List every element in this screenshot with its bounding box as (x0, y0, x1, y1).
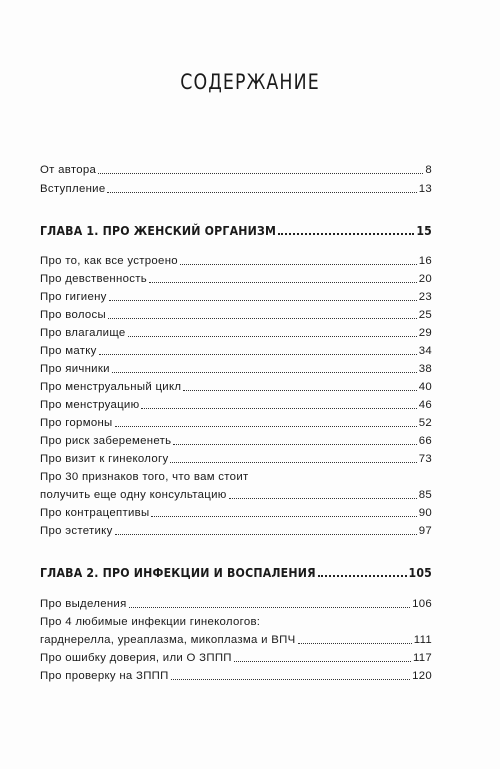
toc-entry-page: 40 (418, 381, 432, 393)
chapter-heading-1[interactable] (40, 223, 432, 239)
toc-entry-label: Про выделения (40, 598, 127, 610)
toc-entry-label: Про ошибку доверия, или О ЗППП (40, 652, 232, 664)
dot-leader (128, 335, 417, 337)
toc-entry-page: 38 (418, 363, 432, 375)
toc-entry-page: 73 (418, 453, 432, 465)
toc-entry[interactable] (40, 398, 432, 412)
toc-entry-intro[interactable] (40, 182, 432, 196)
toc-entry[interactable] (40, 506, 432, 520)
dot-leader (112, 371, 417, 373)
toc-entry-page: 29 (418, 327, 432, 339)
dot-leader (115, 533, 417, 535)
toc-entry-label: Про влагалище (40, 327, 126, 339)
toc-entry-page: 90 (418, 507, 432, 519)
toc-entry-label: Про риск забеременеть (40, 435, 172, 447)
toc-entry-label: Про 30 признаков того, что вам стоит (40, 471, 249, 483)
dot-leader (151, 515, 416, 517)
toc-entry-label: гарднерелла, уреаплазма, микоплазма и ВПЧ (40, 634, 296, 646)
dot-leader (298, 642, 412, 644)
toc-entry[interactable] (40, 290, 432, 304)
chapter-heading-page: 105 (408, 566, 432, 580)
dot-leader (180, 263, 417, 265)
toc-entry[interactable] (40, 326, 432, 340)
dot-leader (278, 232, 414, 235)
dot-leader (107, 191, 416, 193)
toc-entry[interactable] (40, 452, 432, 466)
toc-entry-multiline-second[interactable] (40, 488, 432, 502)
toc-entry-label: Про волосы (40, 309, 107, 321)
dot-leader (115, 425, 417, 427)
dot-leader (318, 574, 407, 577)
toc-entry-page: 111 (413, 634, 432, 646)
toc-entry-page: 13 (418, 183, 432, 195)
dot-leader (109, 299, 417, 301)
toc-entry-label: Про то, как все устроено (40, 255, 178, 267)
toc-entry-page: 66 (418, 435, 432, 447)
dot-leader (234, 660, 411, 662)
toc-entry-label: Про менструальный цикл (40, 381, 182, 393)
toc-entry-multiline-first[interactable] (40, 615, 432, 629)
toc-entry-page: 97 (418, 525, 432, 537)
toc-entry[interactable] (40, 669, 432, 683)
toc-entry[interactable] (40, 254, 432, 268)
dot-leader (170, 461, 416, 463)
toc-entry[interactable] (40, 344, 432, 358)
toc-entry-multiline-second[interactable] (40, 633, 432, 647)
dot-leader (229, 497, 417, 499)
toc-entry-label: Про эстетику (40, 525, 113, 537)
toc-entry-label: Про визит к гинекологу (40, 453, 169, 465)
toc-entry-label: Про контрацептивы (40, 507, 150, 519)
toc-entry-page: 52 (418, 417, 432, 429)
page-title: СОДЕРЖАНИЕ (180, 70, 320, 94)
dot-leader (108, 317, 417, 319)
toc-entry-page: 20 (418, 273, 432, 285)
toc-entry-page: 46 (418, 399, 432, 411)
toc-entry[interactable] (40, 597, 432, 611)
dot-leader (99, 353, 417, 355)
toc-entry-label: Про яичники (40, 363, 110, 375)
toc-entry-label: Про гормоны (40, 417, 113, 429)
toc-entry[interactable] (40, 380, 432, 394)
toc-entry-label: Про 4 любимые инфекции гинекологов: (40, 616, 261, 628)
dot-leader (183, 389, 416, 391)
toc-entry[interactable] (40, 651, 432, 665)
dot-leader (141, 407, 416, 409)
toc-entry[interactable] (40, 362, 432, 376)
dot-leader (129, 606, 411, 608)
toc-entry-page: 25 (418, 309, 432, 321)
toc-entry-label: От автора (40, 164, 97, 176)
toc-entry-author[interactable] (40, 163, 432, 177)
dot-leader (149, 281, 417, 283)
chapter-heading-2[interactable] (40, 565, 432, 581)
toc-entry-page: 23 (418, 291, 432, 303)
toc-entry-page: 16 (418, 255, 432, 267)
toc-entry-label: Про матку (40, 345, 97, 357)
chapter-heading-label: ГЛАВА 2. ПРО ИНФЕКЦИИ И ВОСПАЛЕНИЯ (40, 566, 316, 580)
dot-leader (171, 678, 410, 680)
toc-entry-label: Про гигиену (40, 291, 107, 303)
toc-entry[interactable] (40, 524, 432, 538)
toc-entry-label: Про менструацию (40, 399, 140, 411)
chapter-heading-label: ГЛАВА 1. ПРО ЖЕНСКИЙ ОРГАНИЗМ (40, 224, 277, 238)
toc-entry-label: Про проверку на ЗППП (40, 670, 169, 682)
toc-entry[interactable] (40, 434, 432, 448)
dot-leader (173, 443, 416, 445)
toc-entry-page: 8 (425, 164, 432, 176)
toc-entry-page: 120 (412, 670, 432, 682)
dot-leader (98, 172, 423, 174)
toc-entry-label: Вступление (40, 183, 106, 195)
toc-entry[interactable] (40, 272, 432, 286)
toc-entry-multiline-first[interactable] (40, 470, 432, 484)
toc-entry-page: 117 (412, 652, 432, 664)
toc-entry-page: 106 (412, 598, 432, 610)
toc-entry-page: 85 (418, 489, 432, 501)
toc-entry-label: получить еще одну консультацию (40, 489, 227, 501)
chapter-heading-page: 15 (416, 224, 432, 238)
toc-entry[interactable] (40, 416, 432, 430)
toc-entry-label: Про девственность (40, 273, 147, 285)
toc-entry[interactable] (40, 308, 432, 322)
toc-entry-page: 34 (418, 345, 432, 357)
